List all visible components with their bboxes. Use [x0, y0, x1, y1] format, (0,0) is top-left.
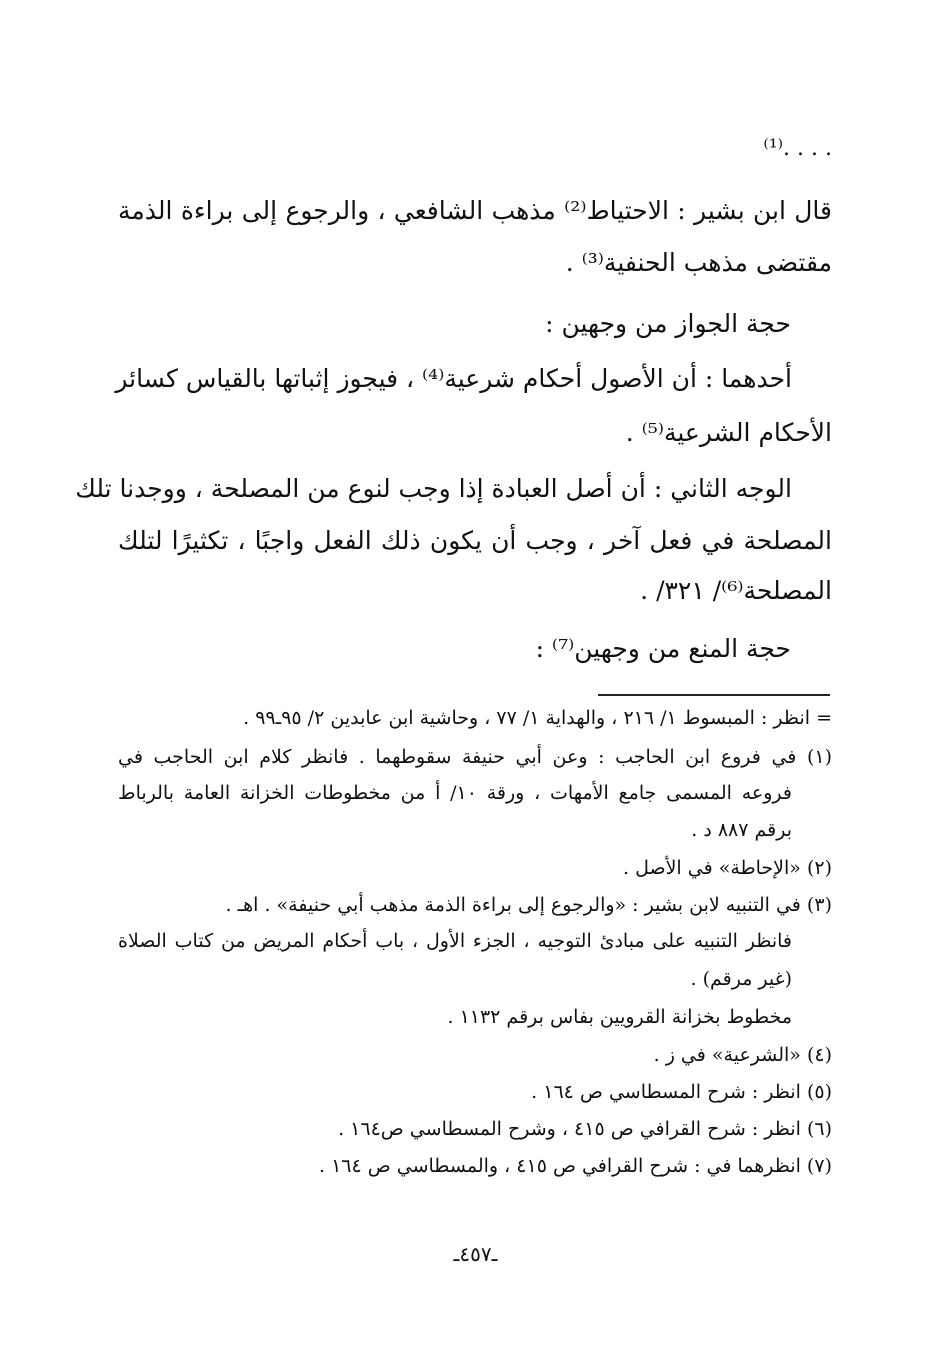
footnote-3-line-1: (٣) في التنبيه لابن بشير : «والرجوع إلى براءة الذمة مذهب أبي حنيفة» . اهـ . — [225, 894, 832, 916]
paragraph-1-line-1: قال ابن بشير : الاحتياط⁽²⁾ مذهب الشافعي ، والرجوع إلى براءة الذمة — [118, 196, 832, 225]
footnote-4: (٤) «الشرعية» في ز . — [653, 1044, 832, 1066]
page-number: ـ٤٥٧ـ — [453, 1242, 498, 1266]
ellipsis-marker: . . . .⁽¹⁾ — [763, 136, 832, 161]
footnote-7: (٧) انظرهما في : شرح القرافي ص ٤١٥ ، والمسطاسي ص ١٦٤ . — [318, 1155, 832, 1177]
footnote-1-line-2: فروعه المسمى جامع الأمهات ، ورقة ١٠/ أ من مخطوطات الخزانة العامة بالرباط — [118, 782, 792, 804]
paragraph-3-line-1: أحدهما : أن الأصول أحكام شرعية⁽⁴⁾ ، فيجوز إثباتها بالقياس كسائر — [115, 364, 792, 393]
paragraph-4-line-3: المصلحة⁽⁶⁾/ ٣٢١/ . — [640, 576, 832, 605]
footnote-1-line-3: برقم ٨٨٧ د . — [691, 819, 792, 841]
footnote-5: (٥) انظر : شرح المسطاسي ص ١٦٤ . — [531, 1081, 832, 1103]
footnote-3-line-2: فانظر التنبيه على مبادئ التوجيه ، الجزء الأول ، باب أحكام المريض من كتاب الصلاة — [118, 930, 792, 952]
footnote-2: (٢) «الإحاطة» في الأصل . — [622, 857, 832, 879]
paragraph-5: حجة المنع من وجهين⁽⁷⁾ : — [535, 634, 791, 663]
footnote-3-line-3: (غير مرقم) . — [690, 968, 792, 990]
paragraph-4-line-2: المصلحة في فعل آخر ، وجب أن يكون ذلك الفعل واجبًا ، تكثيرًا لتلك — [118, 526, 832, 555]
footnote-3-line-4: مخطوط بخزانة القرويين بفاس برقم ١١٣٢ . — [447, 1006, 792, 1028]
footnote-6: (٦) انظر : شرح القرافي ص ٤١٥ ، وشرح المسطاسي ص١٦٤ . — [338, 1118, 832, 1140]
paragraph-3-line-2: الأحكام الشرعية⁽⁵⁾ . — [625, 418, 832, 447]
footnote-continued: = انظر : المبسوط ١/ ٢١٦ ، والهداية ١/ ٧٧ ، وحاشية ابن عابدين ٢/ ٩٥ـ٩٩ . — [243, 707, 832, 729]
paragraph-2: حجة الجواز من وجهين : — [545, 309, 791, 338]
paragraph-4-line-1: الوجه الثاني : أن أصل العبادة إذا وجب لنوع من المصلحة ، ووجدنا تلك — [75, 474, 792, 503]
footnote-1-line-1: (١) في فروع ابن الحاجب : وعن أبي حنيفة سقوطهما . فانظر كلام ابن الحاجب في — [118, 746, 832, 768]
footnote-separator — [598, 694, 830, 696]
paragraph-1-line-2: مقتضى مذهب الحنفية⁽³⁾ . — [565, 248, 832, 277]
